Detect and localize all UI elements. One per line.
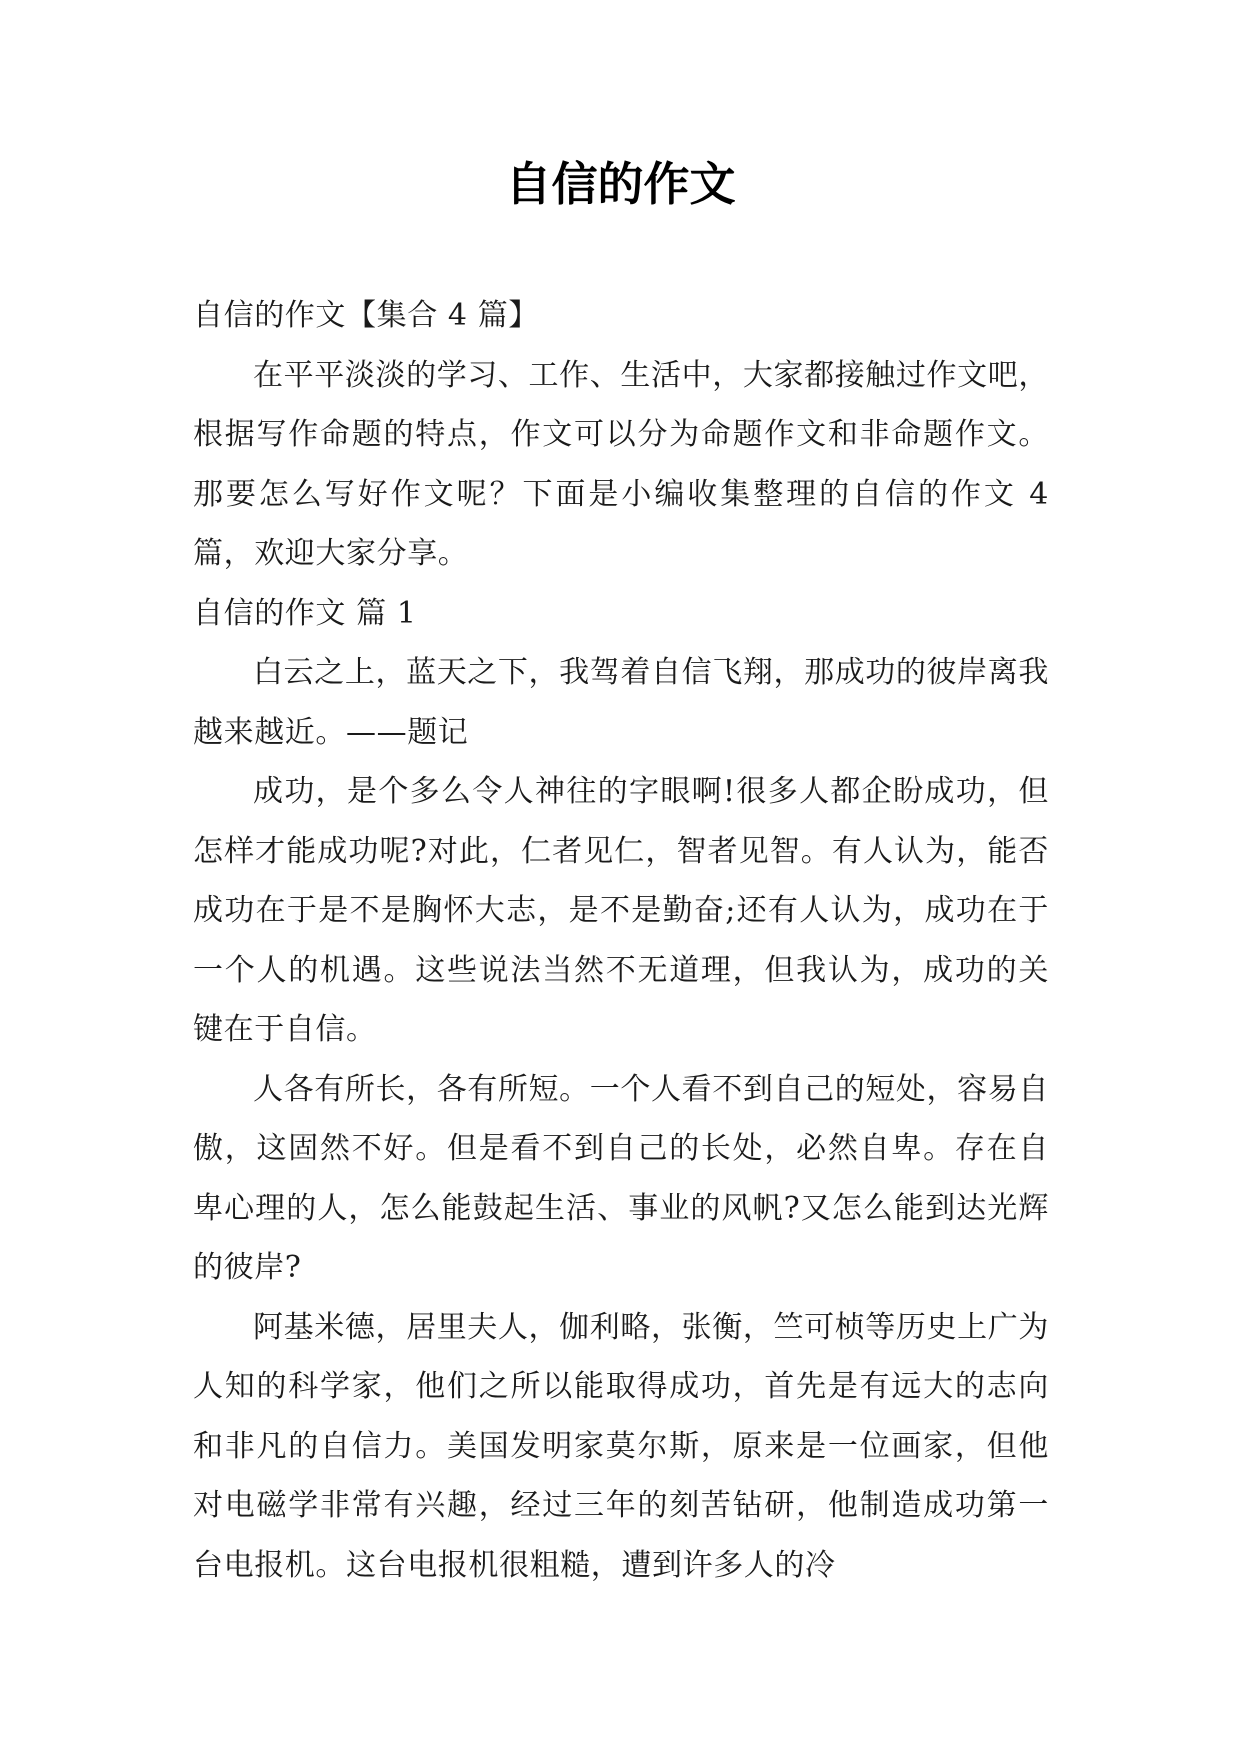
intro-paragraph: 在平平淡淡的学习、工作、生活中，大家都接触过作文吧，根据写作命题的特点，作文可以分为命题作文和非命题作文。那要怎么写好作文呢？下面是小编收集整理的自信的作文 4 篇，欢迎大家分享。: [193, 357, 1049, 571]
body-paragraph: 阿基米德，居里夫人，伽利略，张衡，竺可桢等历史上广为人知的科学家，他们之所以能取得成功，首先是有远大的志向和非凡的自信力。美国发明家莫尔斯，原来是一位画家，但他对电磁学非常有兴趣，经过三年的刻苦钻研，他制造成功第一台电报机。这台电报机很粗糙，遭到许多人的冷: [193, 1309, 1049, 1583]
document-body: [193, 286, 1049, 1595]
body-paragraph: 成功，是个多么令人神往的字眼啊!很多人都企盼成功，但怎样才能成功呢?对此，仁者见仁，智者见智。有人认为，能否成功在于是不是胸怀大志，是不是勤奋;还有人认为，成功在于一个人的机遇。这些说法当然不无道理，但我认为，成功的关键在于自信。: [193, 774, 1049, 1047]
body-paragraph: 白云之上，蓝天之下，我驾着自信飞翔，那成功的彼岸离我越来越近。——题记: [193, 655, 1049, 750]
section-heading: 自信的作文 篇 1: [193, 595, 417, 631]
document-title: 自信的作文: [505, 157, 736, 211]
collection-subtitle: 自信的作文【集合 4 篇】: [193, 298, 539, 333]
body-paragraph: 人各有所长，各有所短。一个人看不到自己的短处，容易自傲，这固然不好。但是看不到自己的长处，必然自卑。存在自卑心理的人，怎么能鼓起生活、事业的风帆?又怎么能到达光辉的彼岸?: [193, 1071, 1049, 1285]
